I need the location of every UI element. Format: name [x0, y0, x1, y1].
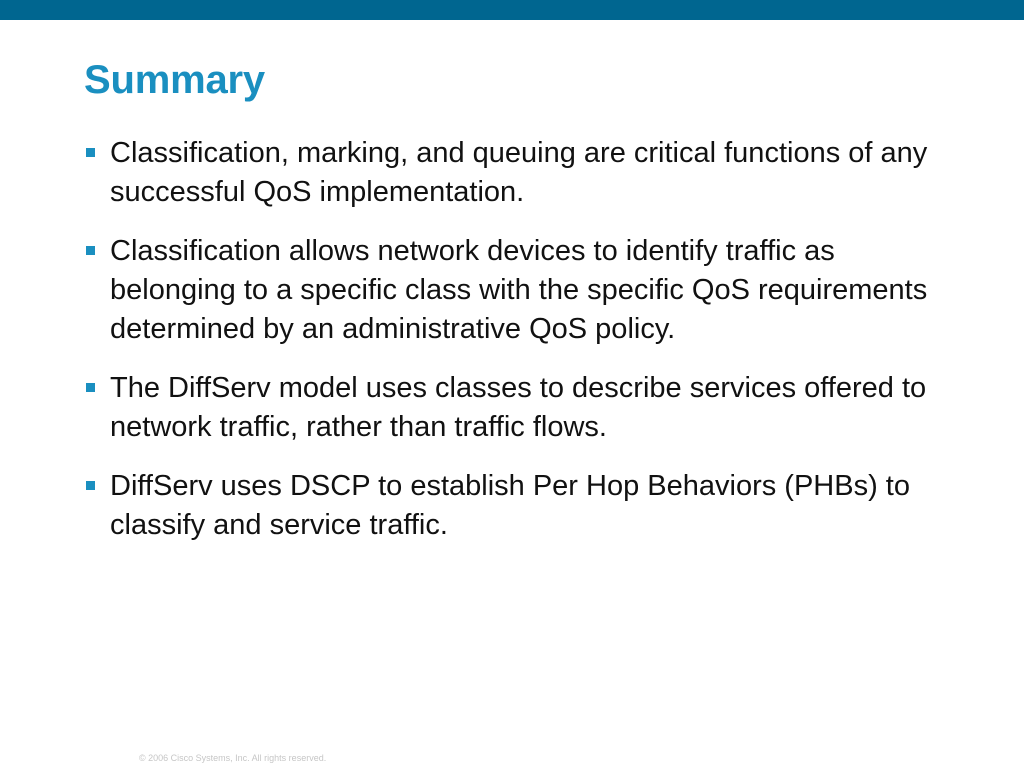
- bullet-text: Classification allows network devices to identify traffic as belonging to a specific class with the specific QoS requirements determined by an administrative QoS policy.: [110, 235, 928, 345]
- square-bullet-icon: [86, 383, 95, 392]
- bullet-text: DiffServ uses DSCP to establish Per Hop Behaviors (PHBs) to classify and service traffic.: [110, 470, 910, 541]
- bullet-item: [84, 369, 944, 447]
- bullet-item: [84, 467, 944, 545]
- square-bullet-icon: [86, 148, 95, 157]
- bullet-text: The DiffServ model uses classes to describe services offered to network traffic, rather than traffic flows.: [110, 372, 927, 443]
- bullet-item: [84, 134, 944, 212]
- bullet-text: Classification, marking, and queuing are critical functions of any successful QoS implementation.: [110, 137, 928, 208]
- bullet-item: [84, 232, 944, 349]
- top-header-band: [0, 0, 1024, 20]
- bullet-list: [84, 134, 944, 565]
- slide-title: Summary: [84, 58, 265, 102]
- square-bullet-icon: [86, 481, 95, 490]
- square-bullet-icon: [86, 246, 95, 255]
- footer-copyright: © 2006 Cisco Systems, Inc. All rights reserved.: [139, 753, 327, 763]
